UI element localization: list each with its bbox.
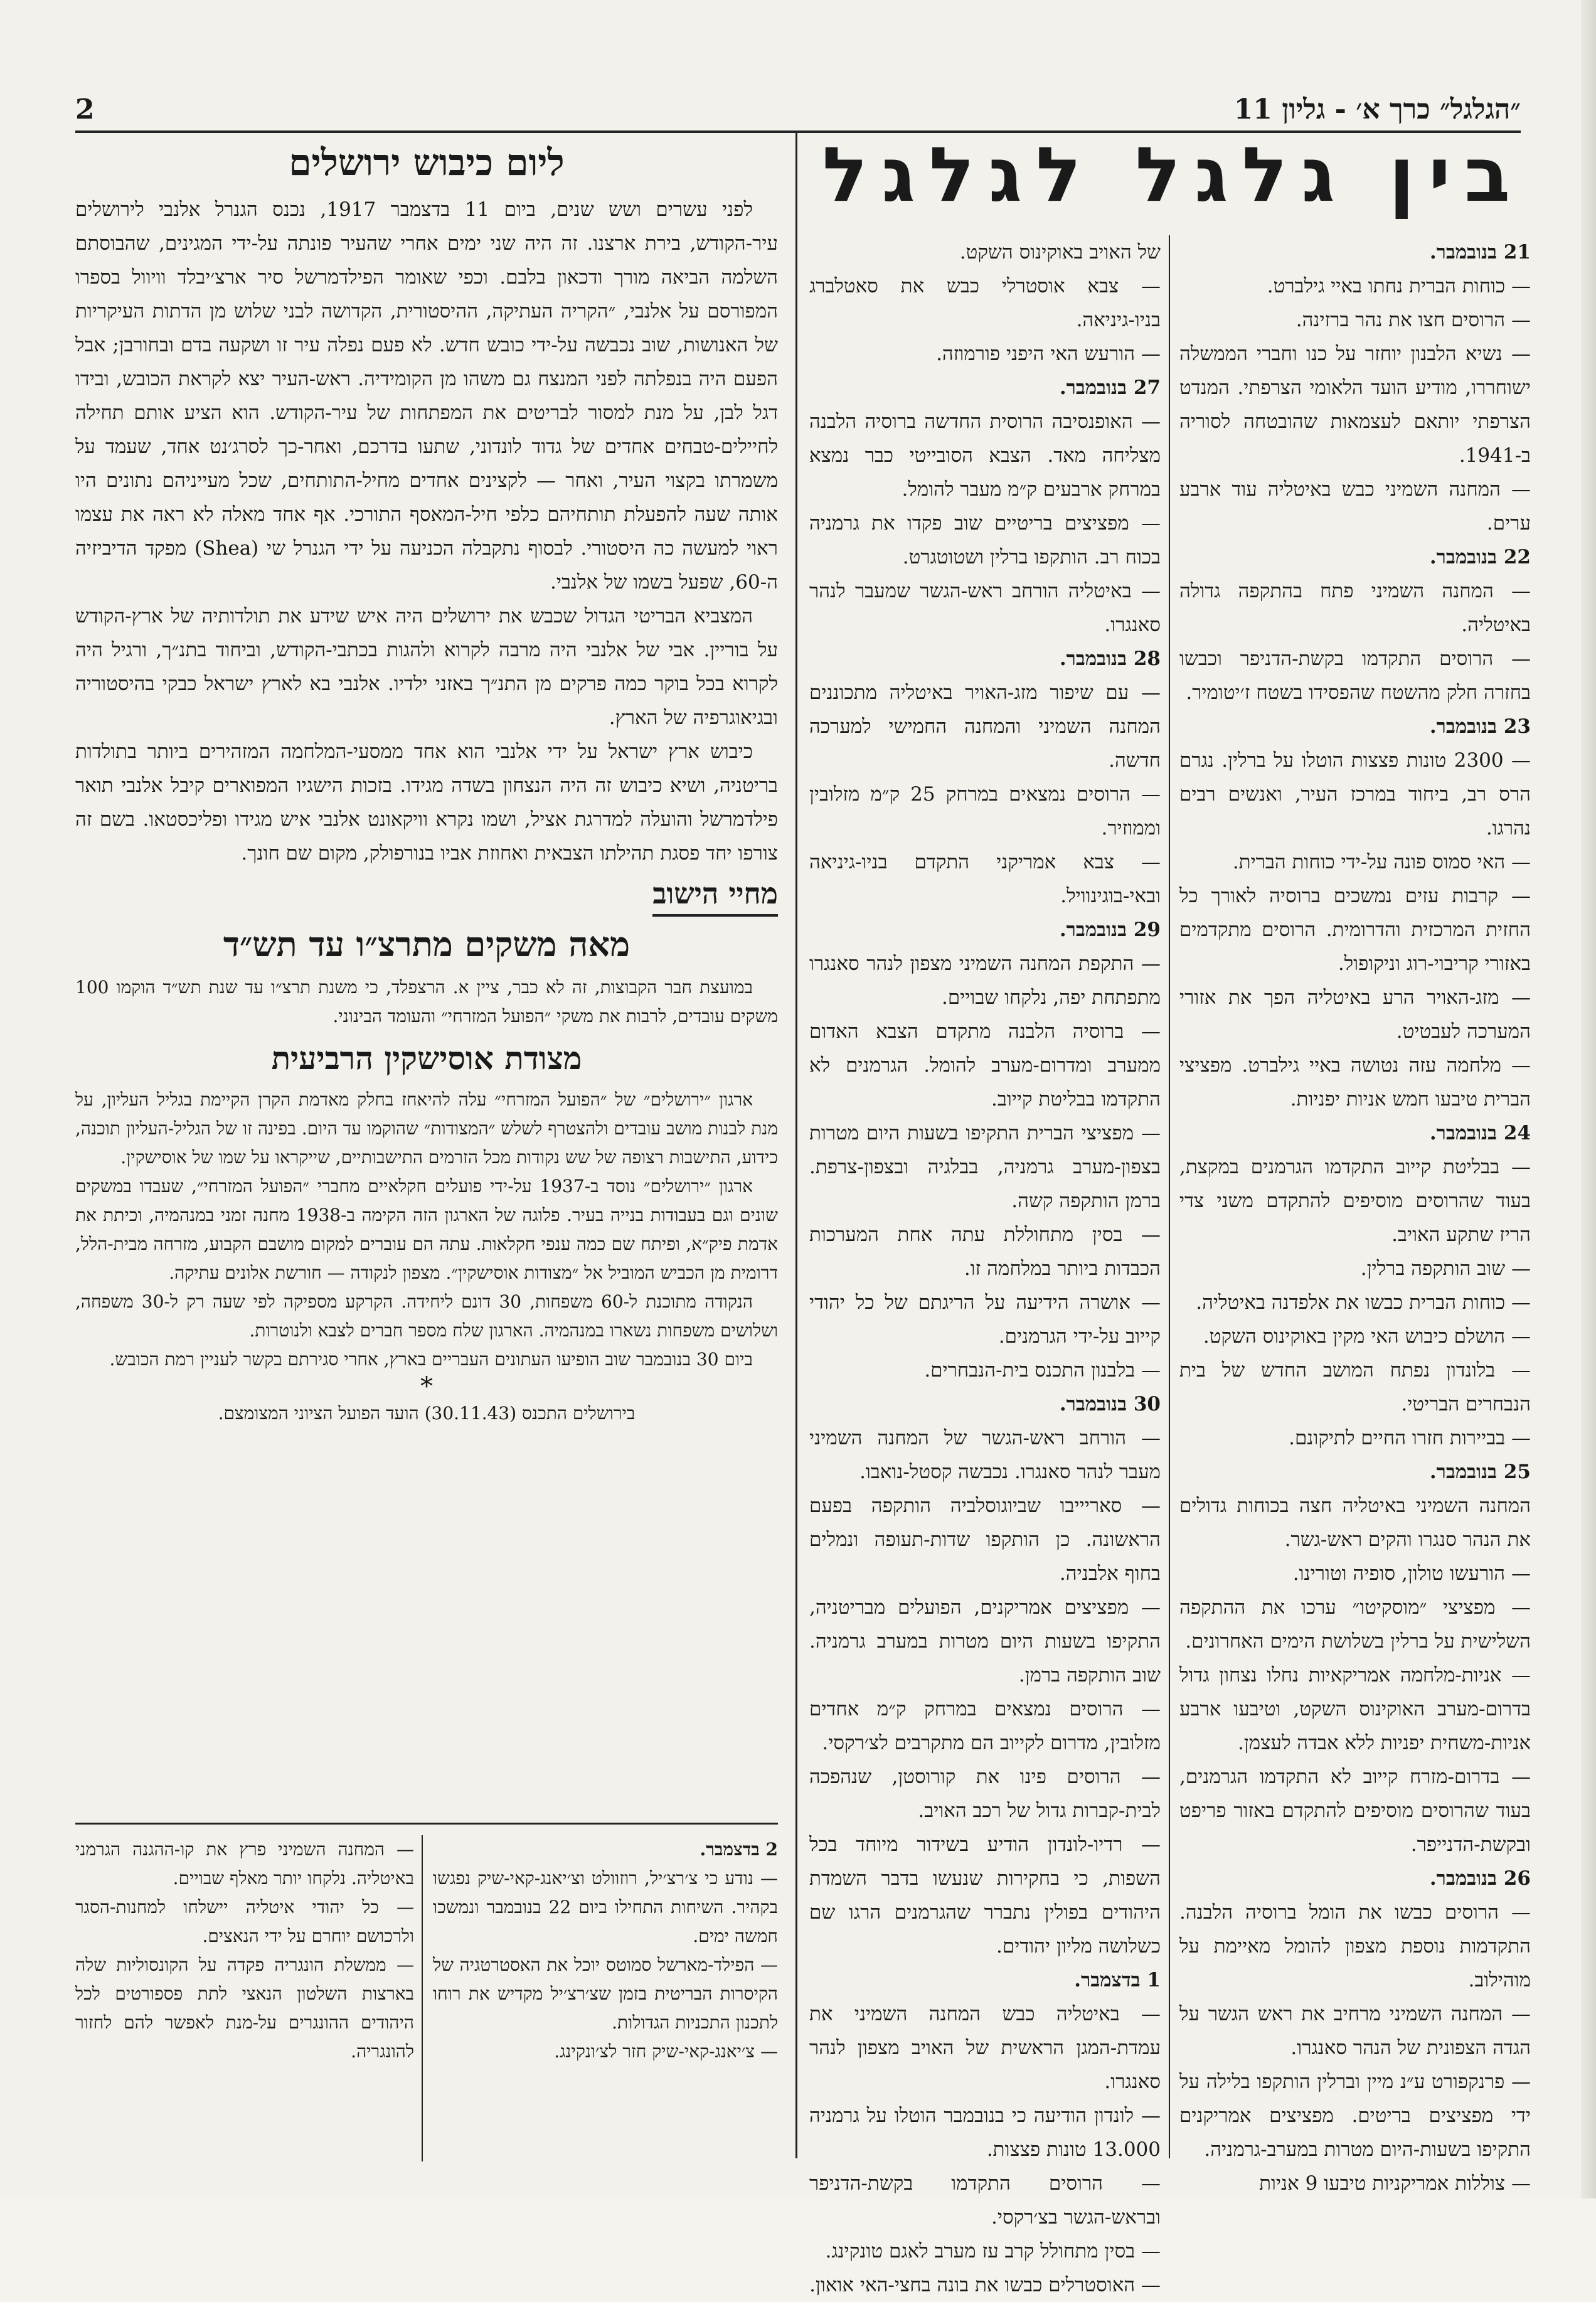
news-item: — בבליטת קייוב התקדמו הגרמנים במקצת, בעוד שהרוסים מוסיפים להתקדם משני צדי הריז שתקע האויב. bbox=[1179, 1156, 1531, 1246]
news-item: — באיטליה הורחב ראש-הגשר שמעבר לנהר סאנגרו. bbox=[809, 580, 1161, 636]
news-item: — המחנה השמיני מרחיב את ראש הגשר על הגדה הצפונית של הנהר סאנגרו. bbox=[1179, 2003, 1531, 2059]
news-item: — צוללות אמריקניות טיבעו 9 אניות bbox=[1259, 2172, 1531, 2195]
issue-title: ״הגלגל״ כרך א׳ - גליון 11 bbox=[1233, 93, 1521, 125]
news-item: — הורעשו טולון, סופיה וטורינו. bbox=[1292, 1562, 1531, 1585]
news-item: — הושלם כיבוש האי מקין באוקינוס השקט. bbox=[1203, 1325, 1531, 1348]
news-digest-column-right bbox=[1179, 235, 1531, 2200]
article-paragraph: המצביא הבריטי הגדול שכבש את ירושלים היה איש שידע את תולדותיה של ארץ-הקודש על בוריין. אבי של אלנבי היה מרבה לקרוא ולהגות בכתבי-הקודש, וביחוד בתנ״ך, ורגיל היה לקרוא בכל בוקר כמה פרקים מן התנ״ך באזני ילדיו. אלנבי בא לארץ ישראל כבקי בהיסטוריה ובגיאוגרפיה של הארץ. bbox=[75, 605, 778, 729]
news-date: 21 בנובמבר. bbox=[1429, 241, 1531, 264]
news-item: — הורחב ראש-הגשר של המחנה השמיני מעבר לנהר סאנגרו. נכבשה קסטל-נואבו. bbox=[809, 1427, 1161, 1483]
news-item: — מפציצים אמריקנים, הפועלים מבריטניה, התקיפו בשעות היום מטרות במערב גרמניה. שוב הותקפה ברמן. bbox=[809, 1596, 1161, 1687]
news-item: — מפציצים בריטיים שוב פקדו את גרמניה בכוח רב. הותקפו ברלין ושטוטגרט. bbox=[809, 512, 1161, 568]
news-item: — האי סמוס פונה על-ידי כוחות הברית. bbox=[1232, 851, 1531, 873]
news-item: — האוסטרלים כבשו את בונה בחצי-האי אואון. bbox=[809, 2274, 1161, 2296]
news-item: — נשיא הלבנון יוחזר על כנו וחברי הממשלה ישוחררו, מודיע הועד הלאומי הצרפתי. המנדט הצרפתי יותאם לעצמאות שהובטחה לסוריה ב-1941. bbox=[1179, 343, 1531, 467]
news-item: — ממשלת הונגריה פקדה על הקונסוליות שלה בארצות השלטון הנאצי לתת פספורטים לכל היהודים ההונגרים על-מנת לאפשר להם לחזור להונגריה. bbox=[75, 1954, 414, 2062]
news-item: — הרוסים חצו את נהר ברזינה. bbox=[1295, 309, 1531, 331]
news-item: — המחנה השמיני כבש באיטליה עוד ארבע ערים. bbox=[1179, 478, 1531, 535]
news-item: — הרוסים נמצאים במרחק 25 ק״מ מזלובין וממוזיר. bbox=[809, 783, 1161, 839]
news-item: — הרוסים התקדמו בקשת-הדניפר ובראש-הגשר בצ׳רקסי. bbox=[809, 2172, 1161, 2229]
news-item: — צבא אוסטרלי כבש את סאטלברג בניו-גיניאה. bbox=[809, 275, 1161, 331]
news-item: — מפציצי ״מוסקיטו״ ערכו את ההתקפה השלישית על ברלין בשלושת הימים האחרונים. bbox=[1179, 1596, 1531, 1653]
news-item: — עם שיפור מזג-האויר באיטליה מתכוננים המחנה השמיני והמחנה החמישי למערכה חדשה. bbox=[809, 681, 1161, 772]
news-date: 24 בנובמבר. bbox=[1429, 1122, 1531, 1144]
continuation-column-right bbox=[433, 1835, 778, 2066]
news-item: — הורעש האי היפני פורמוזה. bbox=[936, 343, 1161, 365]
news-date: 23 בנובמבר. bbox=[1429, 715, 1531, 738]
news-item: — המחנה השמיני פרץ את קו-ההגנה הגרמני באיטליה. נלקחו יותר מאלף שבויים. bbox=[75, 1839, 414, 1889]
news-date: 30 בנובמבר. bbox=[1059, 1393, 1161, 1415]
page-number: 2 bbox=[75, 93, 95, 125]
news-date: 26 בנובמבר. bbox=[1429, 1867, 1531, 1890]
news-item: — הפילד-מארשל סמוטס יוכל את האסטרטגיה של הקיסרות הבריטית בזמן שצ׳רצ׳יל מקדיש את רוחו לתכנון התכניות הגדולות. bbox=[433, 1954, 778, 2033]
column-rule bbox=[422, 1835, 423, 2161]
news-date: 1 בדצמבר. bbox=[1074, 1969, 1161, 1991]
news-item: — בביירות חזרו החיים לתיקונם. bbox=[1289, 1427, 1531, 1449]
news-item: — כל יהודי איטליה יישלחו למחנות-הסגר ולרכושם יוחרם על ידי הנאצים. bbox=[75, 1897, 414, 1946]
news-item: — הרוסים נמצאים במרחק ק״מ אחדים מזלובין, מדרום לקייוב הם מתקרבים לצ׳רקסי. bbox=[809, 1698, 1161, 1754]
news-item: — אושרה הידיעה על הריגתם של כל יהודי קייוב על-ידי הגרמנים. bbox=[809, 1291, 1161, 1348]
settlement-headline: מאה משקים מתרצ״ו עד תש״ד bbox=[223, 924, 630, 964]
section-tag-wrap bbox=[75, 870, 778, 924]
news-item: — כוחות הברית נחתו באיי גילברט. bbox=[1267, 275, 1531, 297]
ussishkin-paragraph: ארגון ״ירושלים״ נוסד ב-1937 על-ידי פועלים חקלאיים מחברי ״הפועל המזרחי״, שעבדו במשקים שונים וגם בעבודות בנייה בעיר. פלוגה של הארגון הזה הקימה ב-1938 מחנה זמני במנהמיה, וכיתת את אדמת פיק״א, ופיתח שם כמה ענפי חקלאות. עתה הם עוברים למקום מושבם הקבוע, מזרחה מבית-הלל, דרומית מן הכביש המוביל אל ״מצודות אוסישקין״. מצפון לנקודה — חורשת אלונים עתיקה. bbox=[75, 1176, 779, 1283]
news-digest-column-left bbox=[809, 235, 1161, 2302]
news-date: 27 בנובמבר. bbox=[1059, 376, 1161, 399]
news-item: — צ׳יאנג-קאי-שיק חזר לצ׳ונקינג. bbox=[554, 2041, 778, 2062]
page-edge bbox=[1581, 0, 1596, 2198]
settlement-paragraph: במועצת חבר הקבוצות, זה לא כבר, ציין א. הרצפלד, כי משנת תרצ״ו עד שנת תש״ד הוקמו 100 משקים עובדים, לרבות את משקי ״הפועל המזרחי״ והעומד הבינוני. bbox=[75, 977, 778, 1026]
article-paragraph: כיבוש ארץ ישראל על ידי אלנבי הוא אחד ממסעי-המלחמה המזהירים ביותר בתולדות בריטניה, ושיא כיבוש זה היה הנצחון בשדה מגידו. בזכות הישגיו המפוארים קיבל אלנבי תואר פילדמרשל והועלה למדרגת אציל, ושמו נקרא וויקאונט אלנבי איש מגידו ופליכסטאו. בשם זה צורפו יחד פסגת תהילתו הצבאית ואחוזת אביו בנורפולק, מקום שם חונך. bbox=[75, 740, 778, 865]
section-tag: מחיי הישוב bbox=[652, 877, 778, 917]
jerusalem-article-title: ליום כיבוש ירושלים bbox=[289, 141, 565, 184]
news-item: — האופנסיבה הרוסית החדשה ברוסיה הלבנה מצליחה מאד. הצבא הסובייטי כבר נמצא במרחק ארבעים ק״מ מעבר להומל. bbox=[809, 410, 1161, 501]
news-item: — בסין מתחולל קרב עז מערב לאגם טונקינג. bbox=[825, 2240, 1161, 2262]
news-item: — בסין מתחוללת עתה אחת המערכות הכבדות ביותר במלחמה זו. bbox=[809, 1223, 1161, 1280]
news-item: — 2300 טונות פצצות הוטלו על ברלין. נגרם הרס רב, ביחוד במרכז העיר, ואנשים רבים נהרגו. bbox=[1179, 749, 1531, 839]
news-item: — כוחות הברית כבשו את אלפדנה באיטליה. bbox=[1196, 1291, 1531, 1314]
news-date: 28 בנובמבר. bbox=[1059, 647, 1161, 670]
news-item: — באיטליה כבש המחנה השמיני את עמדת-המגן הראשית של האויב מצפון לנהר סאנגרו. bbox=[809, 2003, 1161, 2093]
news-item: — מפציצי הברית התקיפו בשעות היום מטרות בצפון-מערב גרמניה, בבלגיה ובצפון-צרפת. ברמן הותקפה קשה. bbox=[809, 1122, 1161, 1212]
news-item: — מזג-האויר הרע באיטליה הפך את אזורי המערכה לעבטיט. bbox=[1179, 986, 1531, 1043]
news-item: — בלבנון התכנס בית-הנבחרים. bbox=[924, 1359, 1161, 1382]
news-digest-title: בין גלגל לגלגל bbox=[822, 132, 1524, 219]
news-date: 29 בנובמבר. bbox=[1059, 919, 1161, 941]
news-date: 25 בנובמבר. bbox=[1429, 1461, 1531, 1483]
news-item: — בלונדון נפתח המושב החדש של בית הנבחרים הבריטי. bbox=[1179, 1359, 1531, 1415]
news-item: — בדרום-מזרח קייוב לא התקדמו הגרמנים, בעוד שהרוסים מוסיפים להתקדם באזור פריפט ובקשת-הדנייפר. bbox=[1179, 1766, 1531, 1856]
news-item: של האויב באוקינוס השקט. bbox=[959, 241, 1161, 264]
news-item: — אניות-מלחמה אמריקאיות נחלו נצחון גדול בדרום-מערב האוקינוס השקט, וטיבעו ארבע אניות-משחית יפניות ללא אבדה לעצמן. bbox=[1179, 1664, 1531, 1754]
ussishkin-paragraph: ארגון ״ירושלים״ של ״הפועל המזרחי״ עלה להיאחז בחלק מאדמת הקרן הקיימת בגליל העליון, על מנת לבנות מושב עובדים ולהצטרף לשלש ״המצודות״ שהוקמו עד היום. בפינה זו של הגליל-העליון תוכנה, כידוע, התישבות רצופה של שש נקודות מכל הזרמים התישבותיים, שייקראו על שמו של אוסישקין. bbox=[75, 1089, 778, 1168]
news-item: — נודע כי צ׳רצ׳יל, רוזוולט וצ׳יאנג-קאי-שיק נפגשו בקהיר. השיחות התחילו ביום 22 בנובמבר ונמשכו חמשה ימים. bbox=[433, 1868, 778, 1946]
section-rule bbox=[75, 1823, 778, 1825]
news-item: — צבא אמריקני התקדם בניו-גיניאה ובאי-בוגינוויל. bbox=[809, 851, 1161, 907]
news-item: — הרוסים כבשו את הומל ברוסיה הלבנה. התקדמות נוספת מצפון להומל מאיימת על מוהילוב. bbox=[1179, 1901, 1531, 1991]
news-item: — שוב הותקפה ברלין. bbox=[1360, 1257, 1531, 1280]
news-item: — רדיו-לונדון הודיע בשידור מיוחד בכל השפות, כי בחקירות שנעשו בדבר השמדת היהודים בפולין נתברר שהגרמנים הרגו שם כשלושה מליון יהודים. bbox=[809, 1833, 1161, 1958]
news-item: — הרוסים פינו את קורוסטן, שנהפכה לבית-קברות גדול של רכב האויב. bbox=[809, 1766, 1161, 1822]
news-item: — התקפת המחנה השמיני מצפון לנהר סאנגרו מתפתחת יפה, נלקחו שבויים. bbox=[809, 952, 1161, 1009]
news-item: המחנה השמיני באיטליה חצה בכוחות גדולים את הנהר סנגרו והקים ראש-גשר. bbox=[1179, 1495, 1531, 1551]
news-item: — סאריייבו שביוגוסלביה הותקפה בפעם הראשונה. כן הותקפו שדות-תעופה ונמלים בחוף אלבניה. bbox=[809, 1495, 1161, 1585]
news-digest-title-block bbox=[809, 132, 1537, 219]
closing-note: בירושלים התכנס (30.11.43) הועד הפועל הציוני המצומצם. bbox=[218, 1403, 636, 1424]
news-item: — לונדון הודיעה כי בנובמבר הוטלו על גרמניה 13.000 טונות פצצות. bbox=[809, 2104, 1161, 2161]
column-rule bbox=[1169, 235, 1170, 2158]
news-item: — מלחמה עזה נטושה באיי גילברט. מפציצי הברית טיבעו חמש אניות יפניות. bbox=[1179, 1054, 1531, 1111]
ussishkin-paragraph: ביום 30 בנובמבר שוב הופיעו העתונים העבריים בארץ, אחרי סגירתם בקשר לעניין רמת הכובש. bbox=[109, 1349, 753, 1370]
news-date: 22 בנובמבר. bbox=[1429, 546, 1531, 568]
news-item: — ברוסיה הלבנה מתקדם הצבא האדום ממערב ומדרום-מערב להומל. הגרמנים לא התקדמו בבליטת קייוב. bbox=[809, 1020, 1161, 1111]
news-date: 2 בדצמבר. bbox=[700, 1839, 778, 1860]
continuation-column-left bbox=[75, 1835, 414, 2066]
news-item: — המחנה השמיני פתח בהתקפה גדולה באיטליה. bbox=[1179, 580, 1531, 636]
ussishkin-headline: מצודת אוסישקין הרביעית bbox=[271, 1040, 582, 1077]
news-item: — קרבות עזים נמשכים ברוסיה לאורך כל החזית המרכזית והדרומית. הרוסים מתקדמים באזורי קריבוי-רוג וניקופול. bbox=[1179, 885, 1531, 975]
column-rule bbox=[795, 132, 797, 2158]
jerusalem-article bbox=[75, 141, 778, 1428]
running-header bbox=[75, 75, 1521, 133]
news-item: — הרוסים התקדמו בקשת-הדניפר וכבשו בחזרה חלק מהשטח שהפסידו בשטח ז׳יטומיר. bbox=[1179, 647, 1531, 704]
article-paragraph: לפני עשרים ושש שנים, ביום 11 בדצמבר 1917, נכנס הגנרל אלנבי לירושלים עיר-הקודש, בירת ארצנו. זה היה שני ימים אחרי שהעיר פונתה על-ידי המגינים, שהבוסתם השלמה הביאה מורך ודכאון בלבם. וכפי שאומר הפילדמרשל סיר ארצ׳יבלד וויוול בספרו המפורסם על אלנבי, ״הקריה העתיקה, ההיסטורית, הקדושה לבני שלוש מן הדתות העיקריות של האנושות, שוב נכבשה על-ידי כובש חדש. לא פעם נפלה עיר זו ושקעה בדם ובחורבן; אבל הפעם היה בנפלתה לפני המנצח גם משהו מן הקומידיה. ראש-העיר יצא לקראת הכובש, ובידו דגל לבן, על מנת למסור לבריטים את המפתחות של עיר-הקודש. הוא הציע אותם תחילה לחיילים-טבחים אחדים של גדוד לונדוני, שתעו בדרכם, ואחר-כך לסרג׳נט אחד, שעמד על משמרתו בקצוי העיר, ואחר — לקצינים אחדים מחיל-התותחים, שכל מעייניהם נתונים היו אותה שעה להפעלת תותחיהם כלפי חיל-המאסף התורכי. אף אחד מאלה לא ראה את עצמו ראוי למעשה כה היסטורי. לבסוף נתקבלה הכניעה על ידי הגנרל שי (Shea) מפקד הדיביזיה ה-60, שפעל בשמו של אלנבי. bbox=[75, 198, 778, 594]
ussishkin-paragraph: הנקודה מתוכנת ל-60 משפחות, 30 דונם ליחידה. הקרקע מספיקה לפי שעה רק ל-30 משפחה, ושלושים משפחות נשארו במנהמיה. הארגון שלח מספר חברים לצבא ולנוטרות. bbox=[75, 1291, 778, 1341]
separator-star: * bbox=[420, 1372, 433, 1401]
news-item: — פרנקפורט ע״נ מיין וברלין הותקפו בלילה על ידי מפציצים בריטים. מפציצים אמריקנים התקיפו בשעות-היום מטרות במערב-גרמניה. bbox=[1179, 2070, 1531, 2161]
